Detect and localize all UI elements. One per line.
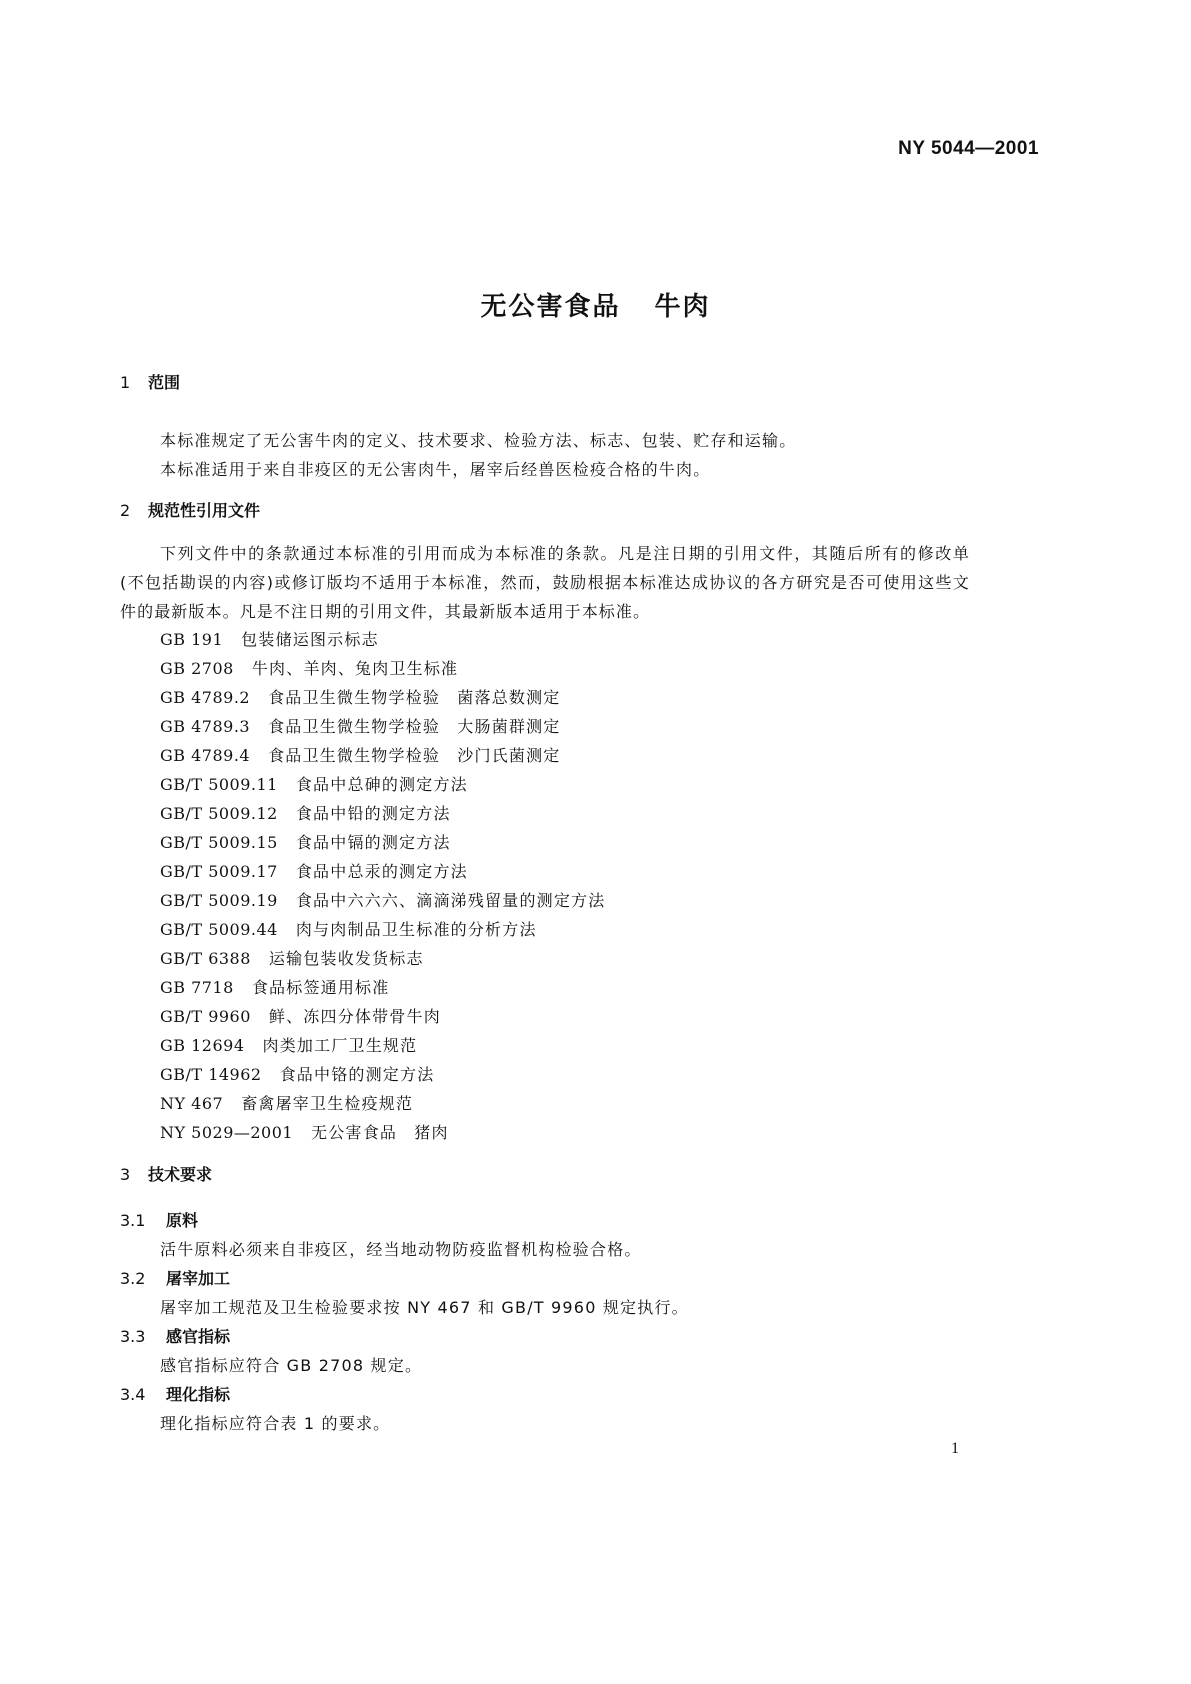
- reference-item: [160, 1089, 605, 1118]
- reference-item: [160, 915, 605, 944]
- reference-title: 包装储运图示标志: [241, 630, 379, 649]
- subsection-3-4-text: 理化指标应符合表 1 的要求。: [160, 1414, 391, 1433]
- reference-title: 鲜、冻四分体带骨牛肉: [268, 1007, 441, 1026]
- subsection-title: 原料: [166, 1211, 199, 1230]
- section-1-line-2: 本标准适用于来自非疫区的无公害肉牛，屠宰后经兽医检疫合格的牛肉。: [160, 460, 711, 479]
- section-2-paragraph: 下列文件中的条款通过本标准的引用而成为本标准的条款。凡是注日期的引用文件，其随后所有的修改单(不包括勘误的内容)或修订版均不适用于本标准，然而，鼓励根据本标准达成协议的各方研究是否可使用这些文件的最新版本。凡是不注日期的引用文件，其最新版本适用于本标准。: [120, 544, 970, 621]
- reference-title: 食品标签通用标准: [251, 978, 390, 997]
- reference-item: [160, 828, 605, 857]
- reference-title: 畜禽屠宰卫生检疫规范: [241, 1094, 414, 1113]
- section-1-heading: [120, 370, 180, 393]
- reference-item: [160, 1118, 605, 1147]
- reference-code: GB/T 5009.44: [160, 920, 278, 939]
- reference-title: 食品卫生微生物学检验 菌落总数测定: [268, 688, 561, 707]
- reference-code: GB 4789.4: [160, 746, 251, 765]
- reference-title: 肉类加工厂卫生规范: [262, 1036, 418, 1055]
- subsection-3-1-heading: [120, 1208, 198, 1231]
- reference-title: 牛肉、羊肉、兔肉卫生标准: [251, 659, 459, 678]
- reference-title: 食品中铬的测定方法: [279, 1065, 435, 1084]
- reference-code: GB 4789.2: [160, 688, 251, 707]
- reference-title: 食品中镉的测定方法: [295, 833, 451, 852]
- section-title: 规范性引用文件: [148, 501, 261, 520]
- subsection-number: 3.4: [120, 1385, 146, 1404]
- title-part-2: 牛肉: [654, 292, 711, 322]
- subsection-3-2-text: 屠宰加工规范及卫生检验要求按 NY 467 和 GB/T 9960 规定执行。: [160, 1298, 689, 1317]
- reference-title: 食品中铅的测定方法: [295, 804, 451, 823]
- standard-code: NY 5044—2001: [898, 138, 1039, 159]
- document-title: [0, 286, 1191, 323]
- reference-title: 食品中总汞的测定方法: [295, 862, 468, 881]
- section-2-heading: [120, 498, 260, 521]
- reference-item: [160, 654, 605, 683]
- reference-code: GB 4789.3: [160, 717, 251, 736]
- reference-item: [160, 799, 605, 828]
- reference-title: 食品卫生微生物学检验 沙门氏菌测定: [268, 746, 561, 765]
- reference-item: [160, 683, 605, 712]
- subsection-title: 屠宰加工: [166, 1269, 231, 1288]
- subsection-3-1-text: 活牛原料必须来自非疫区，经当地动物防疫监督机构检验合格。: [160, 1240, 642, 1259]
- page-number: 1: [951, 1440, 959, 1457]
- reference-item: [160, 973, 605, 1002]
- reference-code: NY 5029—2001: [160, 1123, 294, 1142]
- subsection-number: 3.1: [120, 1211, 146, 1230]
- subsection-title: 感官指标: [166, 1327, 231, 1346]
- reference-item: [160, 625, 605, 654]
- reference-code: NY 467: [160, 1094, 224, 1113]
- reference-item: [160, 741, 605, 770]
- section-3-heading: [120, 1162, 212, 1185]
- reference-item: [160, 712, 605, 741]
- reference-code: GB 191: [160, 630, 224, 649]
- subsection-3-4-heading: [120, 1382, 230, 1405]
- reference-title: 运输包装收发货标志: [268, 949, 424, 968]
- reference-title: 食品卫生微生物学检验 大肠菌群测定: [268, 717, 561, 736]
- subsection-3-3-text: 感官指标应符合 GB 2708 规定。: [160, 1356, 423, 1375]
- reference-code: GB/T 6388: [160, 949, 251, 968]
- reference-item: [160, 1031, 605, 1060]
- subsection-title: 理化指标: [166, 1385, 231, 1404]
- reference-code: GB/T 5009.11: [160, 775, 278, 794]
- reference-title: 肉与肉制品卫生标准的分析方法: [295, 920, 537, 939]
- section-1-line-1: 本标准规定了无公害牛肉的定义、技术要求、检验方法、标志、包装、贮存和运输。: [160, 431, 797, 450]
- reference-title: 无公害食品 猪肉: [311, 1123, 449, 1142]
- reference-item: [160, 1002, 605, 1031]
- reference-item: [160, 886, 605, 915]
- reference-code: GB 2708: [160, 659, 234, 678]
- reference-code: GB 7718: [160, 978, 234, 997]
- reference-code: GB/T 9960: [160, 1007, 251, 1026]
- section-number: 3: [120, 1165, 131, 1184]
- reference-code: GB/T 5009.15: [160, 833, 278, 852]
- reference-title: 食品中总砷的测定方法: [295, 775, 468, 794]
- reference-title: 食品中六六六、滴滴涕残留量的测定方法: [295, 891, 606, 910]
- reference-list: [160, 625, 605, 1147]
- section-number: 2: [120, 501, 131, 520]
- subsection-3-2-heading: [120, 1266, 230, 1289]
- subsection-number: 3.3: [120, 1327, 146, 1346]
- reference-item: [160, 944, 605, 973]
- title-part-1: 无公害食品: [480, 292, 621, 322]
- reference-code: GB/T 14962: [160, 1065, 262, 1084]
- reference-item: [160, 857, 605, 886]
- section-title: 范围: [148, 373, 181, 392]
- subsection-3-3-heading: [120, 1324, 230, 1347]
- reference-code: GB/T 5009.17: [160, 862, 278, 881]
- reference-code: GB/T 5009.12: [160, 804, 278, 823]
- reference-code: GB/T 5009.19: [160, 891, 278, 910]
- section-title: 技术要求: [148, 1165, 213, 1184]
- reference-item: [160, 770, 605, 799]
- reference-item: [160, 1060, 605, 1089]
- subsection-number: 3.2: [120, 1269, 146, 1288]
- section-number: 1: [120, 373, 131, 392]
- reference-code: GB 12694: [160, 1036, 245, 1055]
